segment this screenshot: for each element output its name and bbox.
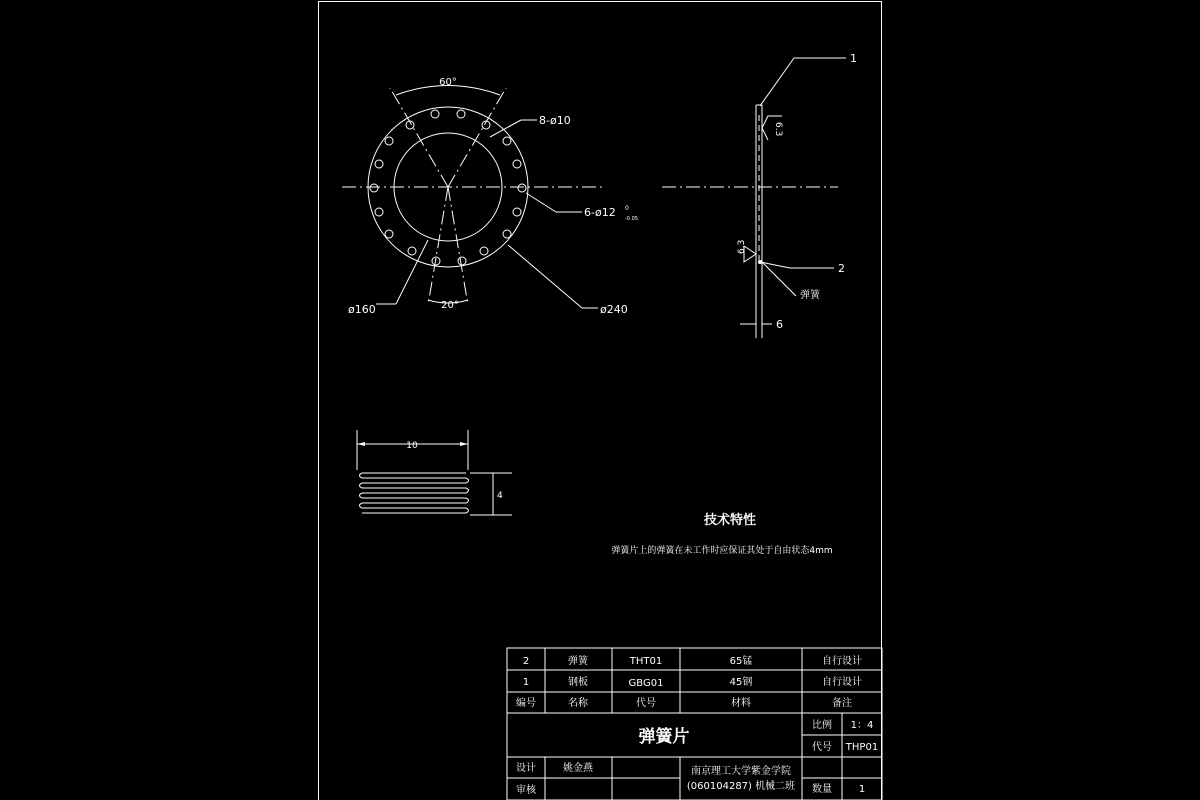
scale-label: 比例 — [812, 720, 832, 731]
spring-view — [357, 430, 512, 515]
header-name: 名称 — [568, 698, 588, 709]
part-1-remark: 自行设计 — [822, 677, 862, 688]
front-view — [342, 77, 638, 316]
leader-inner-dia — [396, 240, 428, 304]
spring-height-text: 4 — [497, 491, 503, 501]
part-1-code: GBG01 — [628, 678, 664, 689]
holes-large-tol-lower: -0.05 — [625, 216, 638, 222]
part-1-no: 1 — [522, 677, 530, 688]
spring-label-text: 弹簧 — [800, 290, 820, 301]
header-no: 编号 — [516, 698, 536, 709]
header-remark: 备注 — [832, 698, 852, 709]
part-1-name: 钢板 — [568, 677, 588, 688]
spring-length-text: 10 — [406, 441, 418, 451]
scale-value: 1：4 — [850, 720, 874, 731]
part-2-code: THT01 — [629, 656, 663, 667]
designer-name: 姚金燕 — [563, 763, 593, 774]
roughness-bottom-text: 6.3 — [737, 239, 747, 254]
center-line-diag-right — [448, 88, 506, 187]
center-line-diag-left — [390, 88, 448, 187]
leader-outer-dia — [508, 245, 582, 308]
balloon-1-leader — [760, 58, 794, 106]
side-view — [662, 52, 857, 338]
part-2-no: 2 — [522, 656, 530, 667]
header-code: 代号 — [636, 698, 656, 709]
drawing-name: 弹簧片 — [638, 727, 690, 747]
angle-bottom-text: 20° — [441, 300, 459, 311]
center-line-bottom-left — [428, 187, 448, 305]
holes-large-tol-upper: 0 — [625, 205, 629, 212]
inner-diameter-text: ø160 — [348, 303, 376, 316]
holes-large-text: 6-ø12 — [584, 206, 616, 219]
balloon-2-text: 2 — [838, 262, 845, 275]
roughness-top-text: 6.3 — [773, 122, 783, 137]
part-1-material: 45钢 — [729, 677, 753, 688]
part-2-name: 弹簧 — [568, 656, 588, 667]
header-material: 材料 — [731, 698, 751, 709]
qty-value: 1 — [858, 784, 866, 795]
review-label: 审核 — [516, 785, 536, 796]
balloon-1-text: 1 — [850, 52, 857, 65]
code-value: THP01 — [845, 742, 879, 753]
qty-label: 数量 — [812, 784, 832, 795]
angle-top-text: 60° — [439, 77, 457, 88]
part-2-material: 65锰 — [729, 656, 753, 667]
design-label: 设计 — [516, 763, 536, 774]
tech-note: 弹簧片上的弹簧在未工作时应保证其处于自由状态4mm — [611, 546, 833, 556]
spring-label-leader — [762, 262, 796, 296]
code-label: 代号 — [812, 742, 832, 753]
leader-6-holes — [526, 193, 556, 212]
spring-coils — [360, 473, 469, 513]
title-block — [507, 648, 882, 800]
school-line-2: (060104287) 机械二班 — [686, 781, 796, 792]
part-2-remark: 自行设计 — [822, 656, 862, 667]
holes-small-text: 8-ø10 — [539, 114, 571, 127]
tech-title: 技术特性 — [703, 513, 757, 528]
school-line-1: 南京理工大学紫金学院 — [691, 766, 791, 777]
outer-diameter-text: ø240 — [600, 303, 628, 316]
center-line-bottom-right — [448, 187, 468, 305]
thickness-text: 6 — [776, 318, 783, 331]
